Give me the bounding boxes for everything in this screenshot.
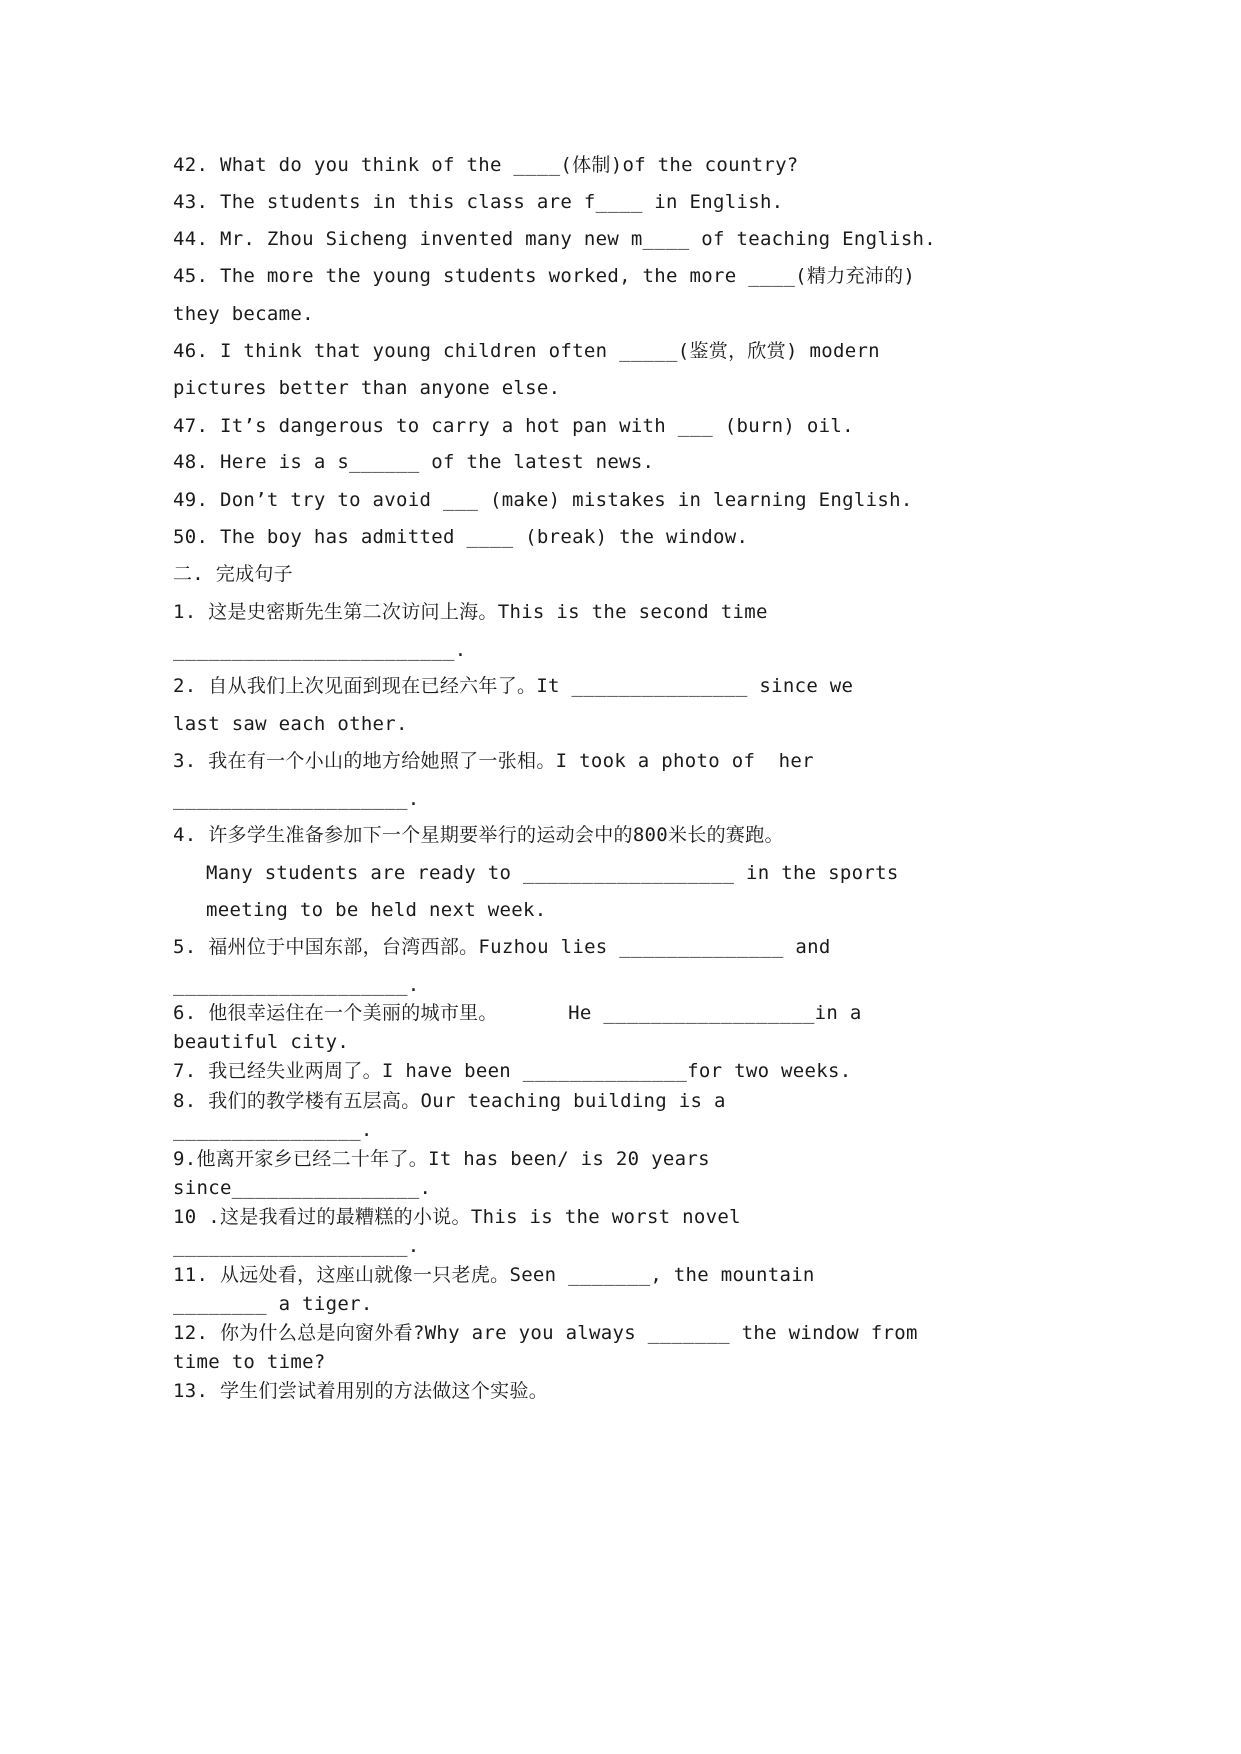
sentence-3-blank: ____________________. — [173, 788, 420, 810]
sentence-10-blank: ____________________. — [173, 1235, 420, 1257]
sentence-9: 9.他离开家乡已经二十年了。It has been/ is 20 years — [173, 1148, 710, 1170]
sentence-7: 7. 我已经失业两周了。I have been ______________for two weeks. — [173, 1060, 852, 1082]
sentence-5-blank: ____________________. — [173, 974, 420, 996]
question-49: 49. Don’t try to avoid ___ (make) mistakes in learning English. — [173, 489, 913, 511]
section-heading: 二. 完成句子 — [173, 563, 293, 585]
question-47: 47. It’s dangerous to carry a hot pan with ___ (burn) oil. — [173, 415, 854, 437]
sentence-11: 11. 从远处看，这座山就像一只老虎。Seen _______, the mountain — [173, 1264, 815, 1286]
question-48: 48. Here is a s______ of the latest news. — [173, 451, 655, 473]
sentence-1-blank: ________________________. — [173, 639, 467, 661]
sentence-10: 10 .这是我看过的最糟糕的小说。This is the worst novel — [173, 1206, 741, 1228]
sentence-9-continued: since________________. — [173, 1177, 432, 1199]
sentence-8: 8. 我们的教学楼有五层高。Our teaching building is a — [173, 1090, 726, 1112]
sentence-4: 4. 许多学生准备参加下一个星期要举行的运动会中的800米长的赛跑。 — [173, 824, 784, 846]
sentence-1: 1. 这是史密斯先生第二次访问上海。This is the second time — [173, 601, 768, 623]
question-44: 44. Mr. Zhou Sicheng invented many new m____ of teaching English. — [173, 228, 937, 250]
question-42: 42. What do you think of the ____(体制)of the country? — [173, 154, 799, 176]
sentence-12-continued: time to time? — [173, 1351, 326, 1373]
sentence-8-blank: ________________. — [173, 1119, 373, 1141]
sentence-3: 3. 我在有一个小山的地方给她照了一张相。I took a photo of her — [173, 750, 814, 772]
sentence-4-english: Many students are ready to __________________ in the sports — [206, 862, 899, 884]
sentence-6: 6. 他很幸运住在一个美丽的城市里。 He __________________in a — [173, 1002, 862, 1024]
question-43: 43. The students in this class are f____ in English. — [173, 191, 784, 213]
question-50: 50. The boy has admitted ____ (break) the window. — [173, 526, 749, 548]
sentence-5: 5. 福州位于中国东部，台湾西部。Fuzhou lies ______________ and — [173, 936, 831, 958]
sentence-6-continued: beautiful city. — [173, 1031, 350, 1053]
question-45-continued: they became. — [173, 303, 314, 325]
question-46-continued: pictures better than anyone else. — [173, 377, 561, 399]
sentence-12: 12. 你为什么总是向窗外看?Why are you always _______ the window from — [173, 1322, 918, 1344]
sentence-2: 2. 自从我们上次见面到现在已经六年了。It _______________ since we — [173, 675, 854, 697]
sentence-11-continued: ________ a tiger. — [173, 1293, 373, 1315]
sentence-4-continued: meeting to be held next week. — [206, 899, 547, 921]
sentence-2-continued: last saw each other. — [173, 713, 408, 735]
sentence-13: 13. 学生们尝试着用别的方法做这个实验。 — [173, 1380, 549, 1402]
question-46: 46. I think that young children often _____(鉴赏，欣赏) modern — [173, 340, 880, 362]
question-45: 45. The more the young students worked, the more ____(精力充沛的) — [173, 265, 916, 287]
